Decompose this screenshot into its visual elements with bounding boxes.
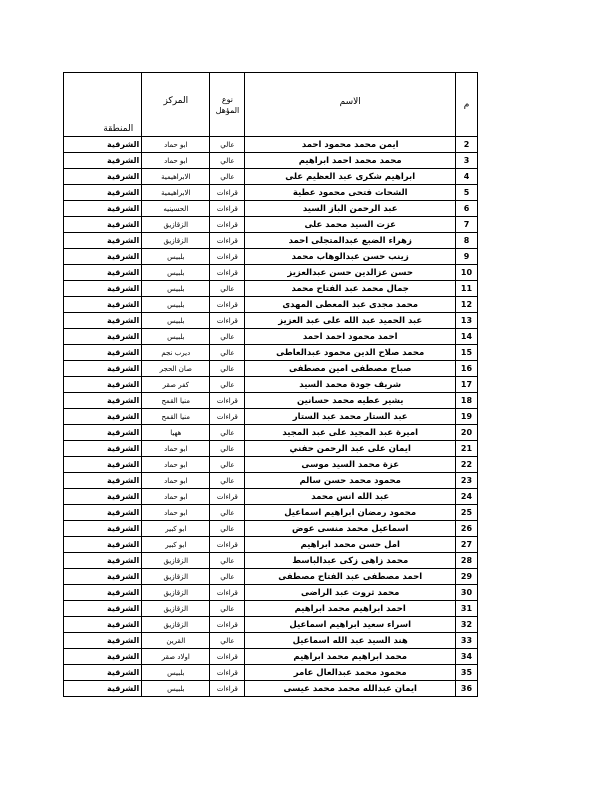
table-row bbox=[64, 329, 478, 345]
row-name: محمد مجدى عبد المعطى المهدى bbox=[245, 297, 456, 313]
row-center: بلبيس bbox=[142, 665, 210, 681]
row-name: محمد ابراهيم محمد ابراهيم bbox=[245, 649, 456, 665]
row-qualification: قراءات bbox=[210, 649, 245, 665]
row-center: الحسينيه bbox=[142, 201, 210, 217]
row-center: بلبيس bbox=[142, 681, 210, 697]
table-row bbox=[64, 393, 478, 409]
document-page bbox=[63, 72, 478, 697]
row-name: عزت السيد محمد على bbox=[245, 217, 456, 233]
row-qualification: عالي bbox=[210, 153, 245, 169]
row-region: الشرقية bbox=[64, 169, 142, 185]
row-region: الشرقية bbox=[64, 201, 142, 217]
row-region: الشرقية bbox=[64, 665, 142, 681]
row-num: 33 bbox=[455, 633, 477, 649]
row-region: الشرقية bbox=[64, 553, 142, 569]
row-name: ابراهيم شكرى عبد العظيم على bbox=[245, 169, 456, 185]
table-row bbox=[64, 681, 478, 697]
table-row bbox=[64, 233, 478, 249]
row-center: بلبيس bbox=[142, 265, 210, 281]
row-region: الشرقية bbox=[64, 505, 142, 521]
row-region: الشرقية bbox=[64, 217, 142, 233]
row-region: الشرقية bbox=[64, 617, 142, 633]
row-qualification: عالي bbox=[210, 329, 245, 345]
row-center: صان الحجر bbox=[142, 361, 210, 377]
row-name: عبد الستار محمد عبد الستار bbox=[245, 409, 456, 425]
row-num: 10 bbox=[455, 265, 477, 281]
row-qualification: قراءات bbox=[210, 409, 245, 425]
row-center: الزقازيق bbox=[142, 601, 210, 617]
row-num: 8 bbox=[455, 233, 477, 249]
row-qualification: عالي bbox=[210, 441, 245, 457]
row-qualification: قراءات bbox=[210, 665, 245, 681]
row-num: 20 bbox=[455, 425, 477, 441]
row-num: 17 bbox=[455, 377, 477, 393]
row-num: 6 bbox=[455, 201, 477, 217]
row-qualification: عالي bbox=[210, 281, 245, 297]
table-row bbox=[64, 665, 478, 681]
table-row bbox=[64, 297, 478, 313]
row-qualification: قراءات bbox=[210, 265, 245, 281]
row-region: الشرقية bbox=[64, 633, 142, 649]
row-num: 22 bbox=[455, 457, 477, 473]
row-num: 25 bbox=[455, 505, 477, 521]
header-center: المركز bbox=[142, 73, 210, 137]
row-center: ابو كبير bbox=[142, 521, 210, 537]
row-num: 16 bbox=[455, 361, 477, 377]
table-row bbox=[64, 649, 478, 665]
row-region: الشرقية bbox=[64, 473, 142, 489]
row-center: الابراهيمية bbox=[142, 169, 210, 185]
table-row bbox=[64, 249, 478, 265]
row-qualification: عالي bbox=[210, 137, 245, 153]
row-name: عزة محمد السيد موسى bbox=[245, 457, 456, 473]
row-region: الشرقية bbox=[64, 137, 142, 153]
table-row bbox=[64, 489, 478, 505]
table-row bbox=[64, 377, 478, 393]
row-region: الشرقية bbox=[64, 377, 142, 393]
row-num: 5 bbox=[455, 185, 477, 201]
row-name: زينب حسن عبدالوهاب محمد bbox=[245, 249, 456, 265]
row-center: منيا القمح bbox=[142, 409, 210, 425]
row-region: الشرقية bbox=[64, 681, 142, 697]
row-qualification: عالي bbox=[210, 569, 245, 585]
row-name: عبد الرحمن الباز السيد bbox=[245, 201, 456, 217]
table-row bbox=[64, 601, 478, 617]
row-region: الشرقية bbox=[64, 585, 142, 601]
row-num: 7 bbox=[455, 217, 477, 233]
row-name: محمد زاهى زكى عبدالباسط bbox=[245, 553, 456, 569]
row-region: الشرقية bbox=[64, 537, 142, 553]
table-row bbox=[64, 265, 478, 281]
row-num: 2 bbox=[455, 137, 477, 153]
row-qualification: قراءات bbox=[210, 233, 245, 249]
table-row bbox=[64, 457, 478, 473]
row-qualification: عالي bbox=[210, 521, 245, 537]
row-region: الشرقية bbox=[64, 329, 142, 345]
row-name: حسن عزالدين حسن عبدالعزيز bbox=[245, 265, 456, 281]
row-name: جمال محمد عبد الفتاح محمد bbox=[245, 281, 456, 297]
row-num: 19 bbox=[455, 409, 477, 425]
row-qualification: قراءات bbox=[210, 585, 245, 601]
row-qualification: قراءات bbox=[210, 489, 245, 505]
table-row bbox=[64, 505, 478, 521]
row-center: ديرب نجم bbox=[142, 345, 210, 361]
row-region: الشرقية bbox=[64, 521, 142, 537]
row-center: ههيا bbox=[142, 425, 210, 441]
row-region: الشرقية bbox=[64, 185, 142, 201]
row-region: الشرقية bbox=[64, 281, 142, 297]
row-region: الشرقية bbox=[64, 489, 142, 505]
row-num: 9 bbox=[455, 249, 477, 265]
row-qualification: عالي bbox=[210, 633, 245, 649]
row-center: ابو حماد bbox=[142, 457, 210, 473]
table-row bbox=[64, 137, 478, 153]
row-qualification: عالي bbox=[210, 505, 245, 521]
row-region: الشرقية bbox=[64, 233, 142, 249]
header-name: الاسم bbox=[245, 73, 456, 137]
row-name: زهراء الضبع عبدالمتجلى احمد bbox=[245, 233, 456, 249]
row-region: الشرقية bbox=[64, 601, 142, 617]
table-row bbox=[64, 153, 478, 169]
row-num: 36 bbox=[455, 681, 477, 697]
row-center: بلبيس bbox=[142, 281, 210, 297]
table-row bbox=[64, 569, 478, 585]
table-row bbox=[64, 169, 478, 185]
row-name: اسراء سعيد ابراهيم اسماعيل bbox=[245, 617, 456, 633]
row-num: 27 bbox=[455, 537, 477, 553]
row-qualification: عالي bbox=[210, 553, 245, 569]
row-center: ابو حماد bbox=[142, 489, 210, 505]
table-row bbox=[64, 281, 478, 297]
row-center: بلبيس bbox=[142, 297, 210, 313]
row-region: الشرقية bbox=[64, 649, 142, 665]
row-qualification: عالي bbox=[210, 345, 245, 361]
row-name: شريف جودة محمد السيد bbox=[245, 377, 456, 393]
row-qualification: قراءات bbox=[210, 249, 245, 265]
row-name: امل حسن محمد ابراهيم bbox=[245, 537, 456, 553]
row-center: بلبيس bbox=[142, 249, 210, 265]
row-name: محمود محمد حسن سالم bbox=[245, 473, 456, 489]
row-qualification: قراءات bbox=[210, 681, 245, 697]
row-num: 21 bbox=[455, 441, 477, 457]
row-name: ايمن محمد محمود احمد bbox=[245, 137, 456, 153]
row-qualification: عالي bbox=[210, 601, 245, 617]
row-qualification: قراءات bbox=[210, 217, 245, 233]
row-qualification: قراءات bbox=[210, 297, 245, 313]
row-name: احمد مصطفى عبد الفتاح مصطفى bbox=[245, 569, 456, 585]
row-name: محمود محمد عبدالعال عامر bbox=[245, 665, 456, 681]
row-region: الشرقية bbox=[64, 441, 142, 457]
table-row bbox=[64, 217, 478, 233]
table-row bbox=[64, 185, 478, 201]
row-qualification: قراءات bbox=[210, 313, 245, 329]
row-region: الشرقية bbox=[64, 313, 142, 329]
row-qualification: عالي bbox=[210, 425, 245, 441]
table-row bbox=[64, 617, 478, 633]
row-qualification: قراءات bbox=[210, 201, 245, 217]
row-region: الشرقية bbox=[64, 393, 142, 409]
table-body bbox=[64, 137, 478, 697]
table-row bbox=[64, 361, 478, 377]
table-row bbox=[64, 201, 478, 217]
row-num: 4 bbox=[455, 169, 477, 185]
names-table bbox=[63, 72, 478, 697]
row-name: محمد ثروت عبد الراضى bbox=[245, 585, 456, 601]
row-center: ابو كبير bbox=[142, 537, 210, 553]
row-region: الشرقية bbox=[64, 265, 142, 281]
row-center: بلبيس bbox=[142, 313, 210, 329]
table-row bbox=[64, 521, 478, 537]
row-num: 23 bbox=[455, 473, 477, 489]
table-row bbox=[64, 425, 478, 441]
row-center: ابو حماد bbox=[142, 505, 210, 521]
row-num: 12 bbox=[455, 297, 477, 313]
row-qualification: قراءات bbox=[210, 617, 245, 633]
row-center: ابو حماد bbox=[142, 153, 210, 169]
header-num: م bbox=[455, 73, 477, 137]
row-center: منيا القمح bbox=[142, 393, 210, 409]
table-row bbox=[64, 313, 478, 329]
row-num: 32 bbox=[455, 617, 477, 633]
row-center: ابو حماد bbox=[142, 137, 210, 153]
table-row bbox=[64, 409, 478, 425]
row-center: بلبيس bbox=[142, 329, 210, 345]
row-num: 29 bbox=[455, 569, 477, 585]
row-region: الشرقية bbox=[64, 409, 142, 425]
row-num: 15 bbox=[455, 345, 477, 361]
row-qualification: قراءات bbox=[210, 185, 245, 201]
row-name: يشير عطيه محمد حسانين bbox=[245, 393, 456, 409]
row-num: 18 bbox=[455, 393, 477, 409]
row-center: الابراهيمية bbox=[142, 185, 210, 201]
row-center: ابو حماد bbox=[142, 473, 210, 489]
table-row bbox=[64, 441, 478, 457]
row-center: ابو حماد bbox=[142, 441, 210, 457]
row-qualification: قراءات bbox=[210, 537, 245, 553]
row-name: صباح مصطفى امين مصطفى bbox=[245, 361, 456, 377]
row-num: 31 bbox=[455, 601, 477, 617]
row-center: كفر صقر bbox=[142, 377, 210, 393]
row-qualification: عالي bbox=[210, 473, 245, 489]
row-center: الزقازيق bbox=[142, 585, 210, 601]
row-name: اميرة عبد المجيد على عبد المجيد bbox=[245, 425, 456, 441]
row-region: الشرقية bbox=[64, 153, 142, 169]
row-name: محمد صلاح الدين محمود عبدالعاطى bbox=[245, 345, 456, 361]
row-num: 11 bbox=[455, 281, 477, 297]
row-num: 35 bbox=[455, 665, 477, 681]
row-name: اسماعيل محمد منسى عوض bbox=[245, 521, 456, 537]
row-num: 26 bbox=[455, 521, 477, 537]
row-num: 13 bbox=[455, 313, 477, 329]
row-region: الشرقية bbox=[64, 425, 142, 441]
table-row bbox=[64, 345, 478, 361]
row-region: الشرقية bbox=[64, 345, 142, 361]
row-name: عبد الله انس محمد bbox=[245, 489, 456, 505]
row-name: احمد ابراهيم محمد ابراهيم bbox=[245, 601, 456, 617]
row-region: الشرقية bbox=[64, 249, 142, 265]
row-num: 24 bbox=[455, 489, 477, 505]
row-center: الزقازيق bbox=[142, 233, 210, 249]
table-row bbox=[64, 633, 478, 649]
row-num: 30 bbox=[455, 585, 477, 601]
row-center: الزقازيق bbox=[142, 617, 210, 633]
table-row bbox=[64, 473, 478, 489]
row-name: هند السيد عبد الله اسماعيل bbox=[245, 633, 456, 649]
row-name: ايمان عبدالله محمد محمد عيسى bbox=[245, 681, 456, 697]
row-region: الشرقية bbox=[64, 297, 142, 313]
header-qualification: نوع المؤهل bbox=[210, 73, 245, 137]
table-row bbox=[64, 553, 478, 569]
row-center: اولاد صقر bbox=[142, 649, 210, 665]
row-qualification: عالي bbox=[210, 377, 245, 393]
row-name: احمد محمود احمد احمد bbox=[245, 329, 456, 345]
row-name: عبد الحميد عبد الله على عبد العزيز bbox=[245, 313, 456, 329]
row-name: محمود رمضان ابراهيم اسماعيل bbox=[245, 505, 456, 521]
row-num: 3 bbox=[455, 153, 477, 169]
row-name: الشحات فتحى محمود عطية bbox=[245, 185, 456, 201]
row-qualification: عالي bbox=[210, 361, 245, 377]
row-num: 34 bbox=[455, 649, 477, 665]
row-center: الزقازيق bbox=[142, 553, 210, 569]
row-qualification: عالي bbox=[210, 169, 245, 185]
row-center: الزقازيق bbox=[142, 569, 210, 585]
row-center: الزقازيق bbox=[142, 217, 210, 233]
row-num: 28 bbox=[455, 553, 477, 569]
header-region: المنطقة bbox=[64, 73, 142, 137]
table-header-row bbox=[64, 73, 478, 137]
row-num: 14 bbox=[455, 329, 477, 345]
row-qualification: عالي bbox=[210, 457, 245, 473]
row-name: محمد محمد احمد ابراهيم bbox=[245, 153, 456, 169]
row-qualification: قراءات bbox=[210, 393, 245, 409]
row-center: القرين bbox=[142, 633, 210, 649]
table-row bbox=[64, 537, 478, 553]
row-region: الشرقية bbox=[64, 569, 142, 585]
row-region: الشرقية bbox=[64, 361, 142, 377]
row-region: الشرقية bbox=[64, 457, 142, 473]
row-name: ايمان على عبد الرحمن حفني bbox=[245, 441, 456, 457]
table-row bbox=[64, 585, 478, 601]
